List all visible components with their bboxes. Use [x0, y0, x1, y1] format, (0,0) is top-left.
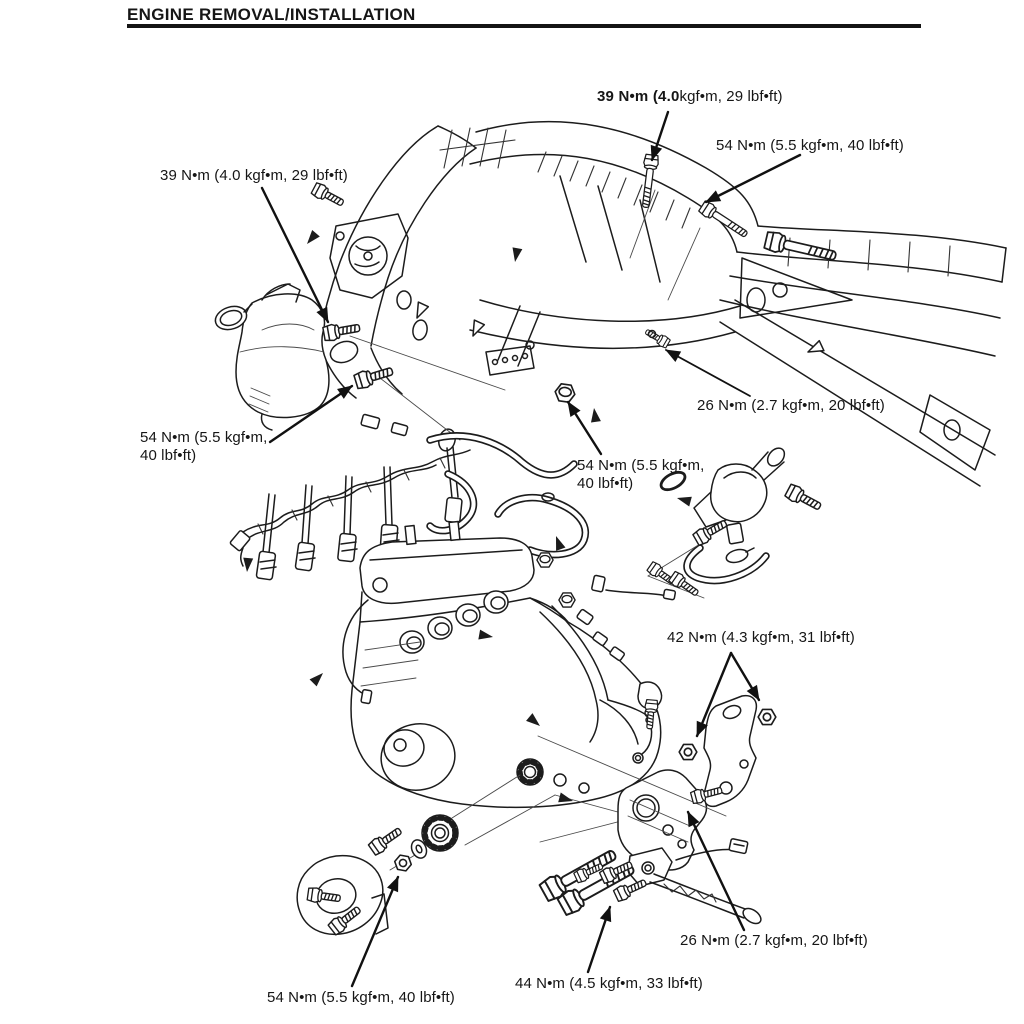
torque-value: 54 N•m (5.5 kgf•m,: [140, 429, 268, 446]
torque-label-54-left: [140, 429, 267, 465]
bolt-icon: [643, 327, 670, 349]
bolt-icon: [311, 182, 346, 210]
bolt-icon: [698, 200, 750, 241]
assembly-arrow-icon: [303, 230, 320, 247]
torque-label-39-left: [160, 167, 348, 185]
coolant-reservoir-illustration: [212, 284, 329, 430]
assembly-arrow-icon: [551, 534, 565, 551]
leader-arrow: [706, 155, 800, 202]
leader-arrow: [688, 812, 744, 930]
torque-units: 40 lbf•ft): [577, 475, 634, 492]
assembly-arrow-icon: [310, 669, 327, 686]
assembly-arrow-icon: [676, 493, 692, 506]
leader-arrow: [652, 112, 668, 160]
assembly-arrow-icon: [589, 407, 601, 422]
bolt-icon: [323, 320, 361, 342]
assembly-arrow-icon: [412, 302, 428, 320]
torque-label-26-lower: [680, 932, 868, 950]
bolt-icon: [368, 824, 405, 856]
assembly-arrow-icon: [242, 558, 253, 573]
torque-value: 39 N•m (4.0: [597, 88, 680, 105]
leader-arrow: [731, 653, 759, 700]
torque-units: 40 lbf•ft): [140, 447, 197, 464]
bolt-icon: [784, 483, 823, 514]
leader-arrow: [568, 402, 601, 454]
page-title: ENGINE REMOVAL/INSTALLATION: [127, 5, 416, 24]
assembly-arrow-icon: [510, 247, 522, 263]
cap-nut-icon: [559, 593, 575, 607]
side-stand-illustration: [628, 838, 764, 926]
bolt-icon: [354, 363, 395, 390]
torque-label-54-middle: [577, 457, 704, 493]
torque-label-39-top: [597, 88, 783, 106]
torque-label-26-right: [697, 397, 885, 415]
torque-value: 44 N•m (4.5 kgf•m, 33 lbf•ft): [515, 975, 703, 992]
bolt-icon: [692, 516, 729, 546]
torque-value: 26 N•m (2.7 kgf•m, 20 lbf•ft): [697, 397, 885, 414]
torque-value: 54 N•m (5.5 kgf•m,: [577, 457, 705, 474]
torque-units: kgf•m, 29 lbf•ft): [679, 88, 783, 105]
torque-value: 42 N•m (4.3 kgf•m, 31 lbf•ft): [667, 629, 855, 646]
assembly-arrow-icon: [468, 320, 484, 338]
torque-value: 26 N•m (2.7 kgf•m, 20 lbf•ft): [680, 932, 868, 949]
nut-icon: [758, 709, 776, 724]
torque-label-42-bracket: [667, 629, 855, 647]
cap-nut-icon: [554, 383, 576, 403]
nut-icon: [393, 854, 412, 871]
cap-nut-icon: [537, 553, 553, 567]
torque-value: 54 N•m (5.5 kgf•m, 40 lbf•ft): [267, 989, 455, 1006]
torque-label-54-upper-right: [716, 137, 904, 155]
leader-arrow: [666, 350, 750, 396]
torque-label-54-bottom: [267, 989, 455, 1007]
leader-arrow: [588, 907, 610, 972]
nut-icon: [679, 744, 697, 759]
torque-value: 54 N•m (5.5 kgf•m, 40 lbf•ft): [716, 137, 904, 154]
drive-sprocket-illustration: [409, 815, 458, 861]
torque-value: 39 N•m (4.0 kgf•m, 29 lbf•ft): [160, 167, 348, 184]
torque-label-44-lower: [515, 975, 703, 993]
